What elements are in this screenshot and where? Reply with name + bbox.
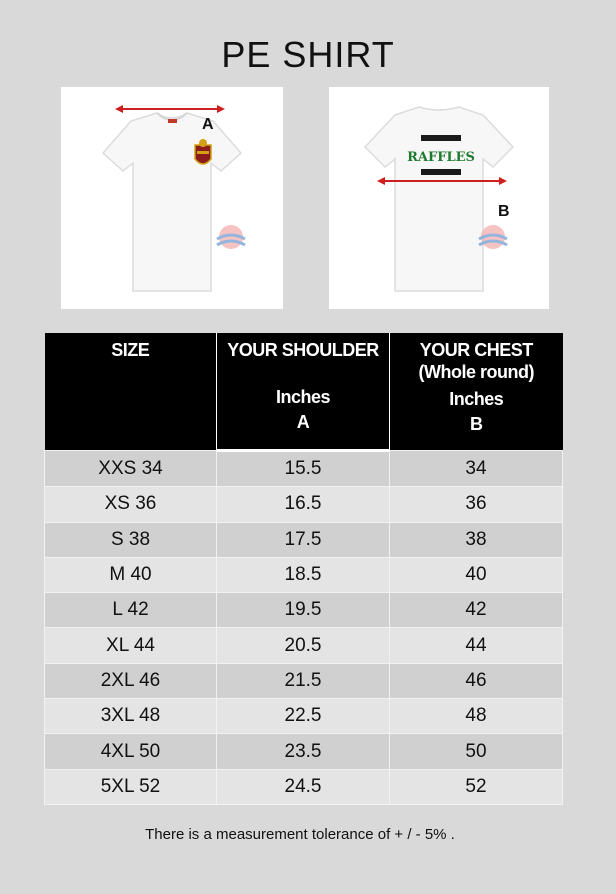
shoulder-cell: 16.5 [217, 487, 390, 522]
marker-b: B [498, 203, 510, 220]
header-chest-label: YOUR CHEST [419, 340, 533, 360]
size-cell: XS 36 [45, 487, 217, 522]
chest-cell: 36 [390, 487, 563, 522]
header-shoulder [217, 333, 390, 451]
size-cell: XL 44 [45, 628, 217, 663]
chest-cell: 50 [390, 734, 563, 769]
table-row [45, 451, 563, 487]
shoulder-cell: 17.5 [217, 522, 390, 557]
shoulder-cell: 20.5 [217, 628, 390, 663]
front-shirt-photo [61, 87, 283, 309]
table-row [45, 557, 563, 592]
shoulder-cell: 15.5 [217, 451, 390, 487]
header-chest [390, 333, 563, 451]
chest-cell: 46 [390, 663, 563, 698]
shoulder-cell: 21.5 [217, 663, 390, 698]
size-cell: XXS 34 [45, 451, 217, 487]
raffles-print: RAFFLES [407, 150, 475, 165]
chest-cell: 40 [390, 557, 563, 592]
table-row [45, 734, 563, 769]
front-shirt-illustration [61, 87, 283, 309]
header-chest-unit: Inches [449, 389, 504, 409]
size-cell: S 38 [45, 522, 217, 557]
chest-cell: 38 [390, 522, 563, 557]
header-size-label: SIZE [111, 340, 150, 360]
back-shirt-photo [329, 87, 549, 309]
shoulder-cell: 18.5 [217, 557, 390, 592]
marker-a: A [202, 116, 214, 133]
table-row [45, 663, 563, 698]
size-cell: 3XL 48 [45, 699, 217, 734]
table-header-row [45, 333, 563, 451]
size-cell: M 40 [45, 557, 217, 592]
size-table [44, 333, 563, 805]
shoulder-cell: 24.5 [217, 769, 390, 804]
back-shirt-illustration [329, 87, 549, 309]
header-shoulder-label: YOUR SHOULDER [227, 340, 379, 360]
header-chest-sublabel: (Whole round) [418, 362, 534, 382]
table-row [45, 769, 563, 804]
chest-cell: 48 [390, 699, 563, 734]
header-shoulder-key: A [296, 412, 310, 432]
table-row [45, 522, 563, 557]
size-cell: L 42 [45, 593, 217, 628]
size-cell: 5XL 52 [45, 769, 217, 804]
shoulder-cell: 22.5 [217, 699, 390, 734]
header-size [45, 333, 217, 451]
page-title: PE SHIRT [221, 34, 395, 75]
chest-cell: 52 [390, 769, 563, 804]
shoulder-cell: 19.5 [217, 593, 390, 628]
header-shoulder-unit: Inches [275, 387, 331, 407]
table-row [45, 593, 563, 628]
chest-cell: 34 [390, 451, 563, 487]
shoulder-cell: 23.5 [217, 734, 390, 769]
table-row [45, 699, 563, 734]
chest-cell: 42 [390, 593, 563, 628]
size-cell: 4XL 50 [45, 734, 217, 769]
header-chest-key: B [470, 414, 483, 434]
table-row [45, 628, 563, 663]
table-row [45, 487, 563, 522]
size-cell: 2XL 46 [45, 663, 217, 698]
chest-cell: 44 [390, 628, 563, 663]
tolerance-note: There is a measurement tolerance of + / - 5% . [145, 826, 455, 843]
